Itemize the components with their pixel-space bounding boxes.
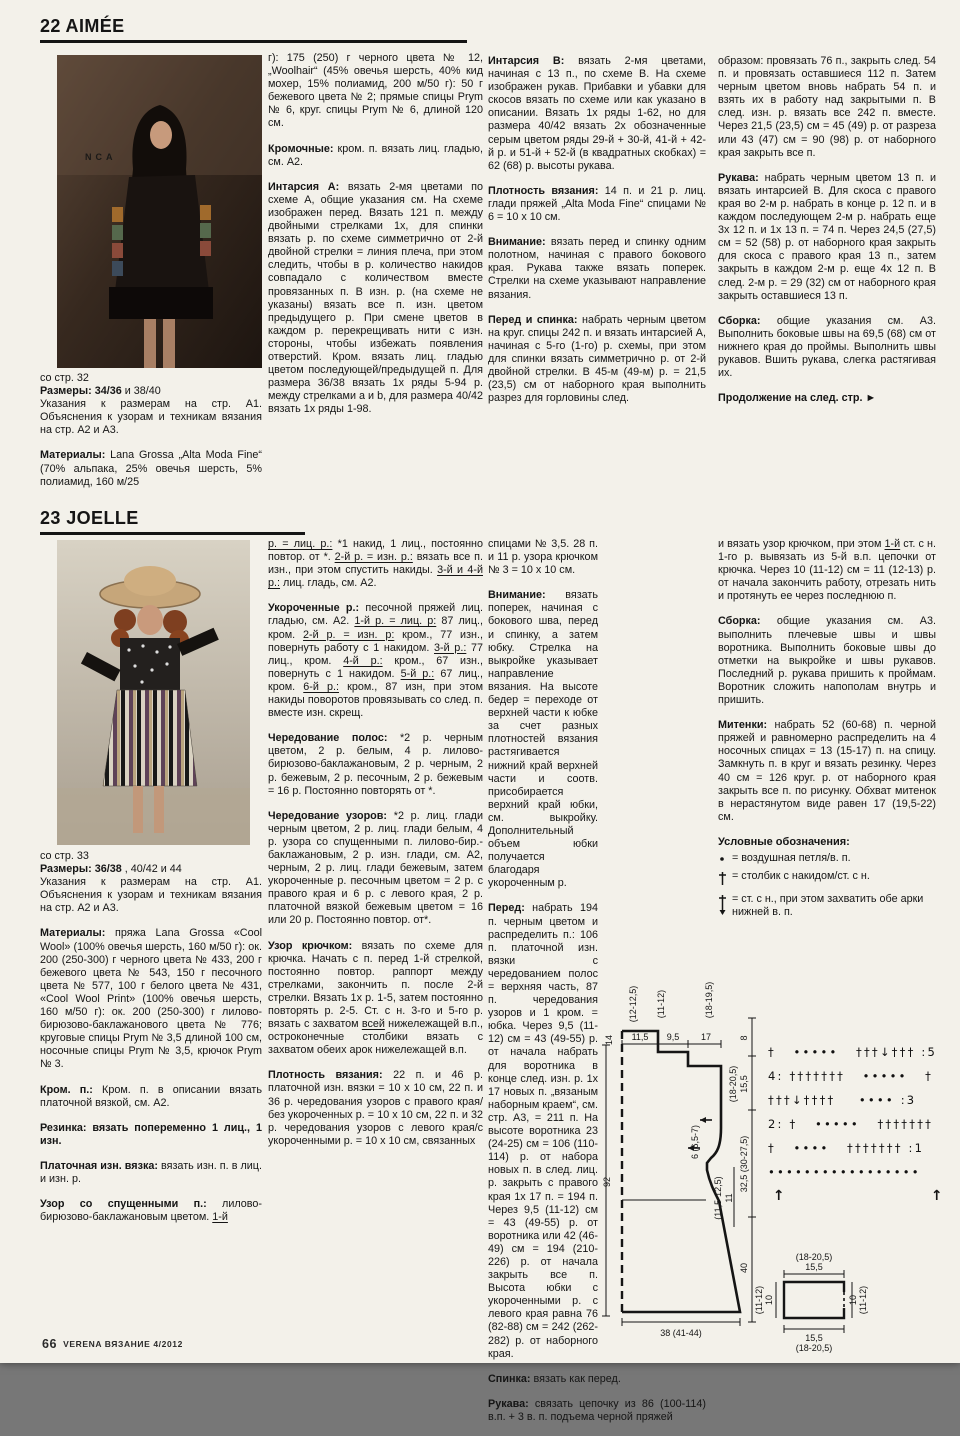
model-hair	[114, 609, 136, 631]
measurement-label: 92	[602, 1176, 612, 1188]
double-crochet-both-arcs-icon	[718, 893, 732, 920]
measurement-label: 8	[739, 1035, 749, 1041]
paragraph: Узор со спущенными п.: лилово-бирюзово-баклажановым цветом. 1-й	[40, 1198, 262, 1224]
knit-dress	[115, 175, 209, 291]
paragraph: Материалы: пряжа Lana Grossa «Cool Wool» (100% овечья шерсть, 160 м/50 г): ок. 200 (250-300) г черного цвета № 433, 200 г бежевого цвета № 543, 150 г песочного цвета № 577, 100 г белого цвета № 431, «Cool Wool Print» (100% овечья шерсть, 160 м/50 г): ок. 200 (250-300) г лилово-бирюзово-баклажанового цвета № 776; круговые спицы Prym № 3,5 длиной 100 см, носочные спицы Prym № 3,5, крючок Prym № 3.	[40, 927, 262, 1071]
paragraph: Интарсия А: вязать 2-мя цветами по схеме А, общие указания см. На схеме изображен перед. Вязать 121 п. между двойными стрелками 1х, для спинки вязать р. по схеме симметрично от 2-й двойной стрелки = линия плеча, при этом следить, чтобы в р. количество накидов совпадало с количеством вместе провязанных п. В изн. р. (на схеме не указаны) вязать все п. изн. цветом предыдущего р. При смене цветов в каждом р. перекрещивать нити с изн. стороны, чтобы избежать появления отверстий. Кром. вязать лиц. гладью цветом последующей/предыдущей п. Для размера 36/38 вязать 1х ряды 5-94 р. между стрелками а и b, для размера 40/42 вязать 1х ряды 1-98.	[268, 180, 483, 416]
aimee-column-3	[488, 55, 706, 417]
measurement-label: (11-12)	[754, 1285, 764, 1315]
paragraph: Кромочные: кром. п. вязать лиц. гладью, см. А2.	[268, 142, 484, 168]
paragraph: Платочная изн. вязка: вязать изн. п. в лиц. и изн. р.	[40, 1159, 262, 1185]
stripe-accent	[112, 243, 123, 258]
stripe-accent	[112, 207, 123, 222]
measurement-label: 17	[700, 1032, 712, 1042]
double-crochet-icon	[718, 870, 732, 890]
paragraph: Чередование полос: *2 р. черным цветом, 2 р. белым, 4 р. лилово-бирюзово-баклажановым, 2 р. черным, 2 р. бежевым, 2 р. песочным, 2 р. бежевым = 16 р. Постоянно повторять от *.	[268, 732, 483, 797]
stripe-accent	[200, 205, 211, 220]
floor	[57, 788, 250, 845]
measurement-label: 15,5	[805, 1262, 823, 1272]
measurement-label: 10	[848, 1294, 858, 1306]
paragraph: Указания к размерам на стр. А1. Объяснения к узорам и техникам вязания на стр. А2 и А3.	[40, 398, 262, 437]
chart-row: 4: ††††††† ••••• †	[768, 1069, 934, 1083]
paragraph: образом: провязать 76 п., закрыть след. 54 п. и провязать оставшиеся 112 п. Затем черным цветом вновь набрать 54 п. и взять их в работу над закрытыми п. В след. изн. р. вязать все 242 п. вместе. Через 21,5 (23,5) см = 45 (49) р. от разреза или 43 (47) см = 90 (98) р. от наборного края закрыть все п.	[718, 55, 936, 159]
paragraph: Материалы: Lana Grossa „Alta Moda Fine“ (70% альпака, 25% овечья шерсть, 5% полиамид, 160 м/25	[40, 449, 263, 488]
model-face	[137, 605, 163, 635]
paragraph: Рукава: связать цепочку из 86 (100-114) в.п. + 3 в. п. подъема черной пряжей	[488, 1397, 706, 1423]
measurement-label: 15,5	[805, 1333, 823, 1343]
chart-row: •••••••••••••••••	[768, 1165, 921, 1179]
photo-aimee-illustration	[57, 55, 262, 368]
paragraph: Узор крючком: вязать по схеме для крючка. Начать с п. перед 1-й стрелкой, постоянно повтор. раппорт между стрелками, закончить п. после 2-й стрелки. Вязать 1х р. 1-5, затем постоянно повторять р. 2-5. Ст. с н. 3-го и 5-го р. вязать с захватом всей нижележащей в.п., остроконечные столбики вязать с захватом обеих арок нижележащей в.п.	[268, 939, 483, 1057]
aimee-column-4	[718, 55, 936, 417]
paragraph: Указания к размерам на стр. А1. Объяснения к узорам и техникам вязания на стр. А2 и А3.	[40, 876, 262, 915]
chart-row: †††↓†††† •••• :3	[768, 1093, 917, 1107]
section-title-joelle: 23 JOELLE	[40, 508, 305, 535]
measurement-label: (18-20,5)	[795, 1252, 833, 1262]
photo-aimee-model	[57, 55, 262, 368]
page-footer	[42, 1337, 183, 1351]
paragraph: Размеры: 36/38 , 40/42 и 44	[40, 863, 182, 876]
measurement-label: 6 (6,5-7)	[690, 1124, 700, 1160]
measurement-label: (12-12,5)	[628, 985, 638, 1023]
chart-row: 2: † ••••• †††††††	[768, 1117, 934, 1131]
photo-joelle-illustration	[57, 540, 250, 845]
legend-item	[718, 893, 936, 920]
issue-label: VERENA ВЯЗАНИЕ 4/2012	[63, 1339, 183, 1349]
measurement-label: 11	[724, 1193, 734, 1203]
stripe-accent	[200, 223, 211, 238]
paragraph: и вязать узор крючком, при этом 1-й ст. с н. 1-го р. вывязать из 5-й в.п. цепочки от крючка. Через 10 (11-12) см = 11 (12-13) р. от начала закончить работу, отрезать нить и протянуть ее через последнюю п.	[718, 538, 936, 603]
legend-item	[718, 870, 936, 890]
joelle-column-2	[268, 538, 483, 1160]
stripe-accent	[112, 225, 123, 240]
legend-title: Условные обозначения:	[718, 835, 850, 848]
measurement-label: 14	[604, 1034, 614, 1046]
chain-stitch-icon	[718, 852, 732, 867]
measurement-label: 38 (41-44)	[660, 1328, 702, 1338]
measurement-label: (11-12)	[858, 1285, 868, 1315]
measurement-label: 32,5 (30-27,5)	[739, 1135, 749, 1193]
section-title-aimee: 22 AIMÉE	[40, 16, 467, 43]
paragraph: Продолжение на след. стр. ►	[718, 392, 877, 405]
measurement-label: (18-20,5)	[795, 1343, 833, 1353]
aimee-column-2	[268, 52, 483, 428]
paragraph: Перед и спинка: набрать черным цветом на круг. спицы 242 п. и вязать интарсией А, начиная с 5-го (1-го) р. схемы, при этом для спинки вязать симметрично р. от 2-й двойной стрелки. В 45-м (49-м) р. = 21,5 (23,5) см от наборного края выполнить разрез для горловины след.	[488, 313, 706, 405]
stripe-accent	[200, 241, 211, 256]
legend-text: = столбик с накидом/ст. с н.	[732, 869, 870, 882]
photo-joelle-model	[57, 540, 250, 845]
page-number: 66	[42, 1337, 58, 1351]
paragraph: р. = лиц. р.: *1 накид, 1 лиц., постоянно повтор. от *. 2-й р. = изн. р.: вязать все п. изн., при этом спустить накиды. 3-й и 4-й р.: лиц. гладь, см. А2.	[268, 538, 483, 590]
measurement-label: (18-20,5)	[728, 1065, 738, 1103]
model-hair	[163, 610, 187, 634]
model-leg	[144, 319, 156, 368]
paragraph: Внимание: вязать поперек, начиная с бокового шва, перед и спинку, а затем юбку. Стрелка на выкройке указывает направление вязания. На высоте бедер = переходе от верхней части к юбке за счет разных плотностей вязания растягивается нижний край верхней части и соотв. присобирается верхний край юбки, см. выкройку. Дополнительный объем юбки получается благодаря укороченным р.	[488, 589, 598, 890]
paragraph: Перед: набрать 194 п. черным цветом и распределить п.: 106 п. платочной изн. вязки с чередованием полос = верхняя часть, 87 п. чередования узоров и 1 кром. = юбка. Через 9,5 (11-12) см = 43 (49-55) р. от начала набрать для воротника в конце след. изн. р. 1х 17 новых п. „вязаным наборным краем“, см. стр. А3, = 211 п. На высоте воротника 23 (24-25) см = 106 (110-114) р. от набора новых п. в след. лиц. р. закрыть с правого края 1х 17 п. = 194 п. Через 9,5 (11-12) см = 43 (49-55) р. от воротника или 42 (46-49) см = 194 (210-226) р. от начала закрыть все п. Высота юбки с укороченными р. с левого края равна 76 (82-88) см = 242 (262-282) р. от наборного края.	[488, 902, 598, 1360]
stripe-accent	[112, 261, 123, 276]
measurement-label: (11,5-12,5)	[713, 1176, 723, 1220]
paragraph: со стр. 33	[40, 850, 89, 862]
model-leg	[133, 786, 143, 833]
crochet-chart-rows	[768, 1040, 940, 1184]
legend-item	[718, 852, 936, 867]
paragraph: со стр. 32	[40, 372, 89, 384]
mitten-outline	[784, 1282, 844, 1318]
paragraph: Плотность вязания: 14 п. и 21 р. лиц. глади пряжей „Alta Moda Fine“ спицами № 6 = 10 х 10 см.	[488, 184, 706, 224]
sign-text: NCA	[85, 152, 117, 162]
paragraph: Чередование узоров: *2 р. лиц. глади черным цветом, 2 р. лиц. глади белым, 4 р. узора со спущенными п. лилово-бир.-баклажановым, 2 р. изн. глади, см. А2, черным, 2 р. лиц. глади бежевым, затем укороченные р. песочным цветом = 2 р. с правого края и 6 р. с левого края, 2 р. платочной вязкой бежевым цветом = 16 или 20 р. Постоянно повтор. от*.	[268, 809, 484, 927]
striped-skirt	[103, 690, 197, 786]
model-leg	[154, 786, 164, 833]
model-leg	[163, 319, 175, 368]
measurement-label: (11-12)	[656, 989, 666, 1019]
paragraph: спицами № 3,5. 28 п. и 11 р. узора крючком № 3 = 10 х 10 см.	[488, 538, 598, 577]
chart-row: † •••• ††††††† :1	[768, 1141, 925, 1155]
legend-text: = воздушная петля/в. п.	[732, 851, 851, 864]
crochet-chart	[768, 1040, 943, 1204]
paragraph: Рукава: набрать черным цветом 13 п. и вязать интарсией В. Для скоса с правого края во 2-м р. набрать в конце р. 12 п. и в каждом последующем 2-м р. набрать еще 3х 12 п. и 1х 13 п. = 74 п. Через 24,5 (27,5) см = 52 (58) р. от наборного края закрыть для скоса с правого края 13 п., затем закрыть в каждом 2-м р. еще 4х 12 п. В след. 2-м р. = 29 (32) см от наборного края закрыть оставшиеся 13 п.	[718, 171, 936, 302]
paragraph: Сборка: общие указания см. А3. Выполнить боковые швы на 69,5 (68) см от нижнего края до проймы. Выполнить швы рукавов. Вшить рукава, слегка растягивая их.	[718, 314, 936, 380]
paragraph: Интарсия В: вязать 2-мя цветами, начиная с 13 п., по схеме В. На схеме изображен рукав. Прибавки и убавки для скосов вязать по схеме или как указано в описании. Вязать 1х ряды 1-62, но для размера 40/42 вязать 2х обозначенные серым цветом ряды 29-й + 30-й, 41-й + 42-й р. и 51-й + 52-й (в квадратных скобках) = 62 (68) р. высоты рукава.	[488, 55, 706, 172]
joelle-info-column	[40, 850, 262, 1236]
paragraph: Митенки: набрать 52 (60-68) п. черной пряжей и равномерно распределить на 4 носочных спицах = 13 (15-17) п. на спицу. Замкнуть п. в круг и вязать резинку. Через 40 см = 126 круг. р. от наборного края закрыть все п. по рисунку. Обхват митенок в нерастянутом виде равен 17 (19,5-22) см.	[718, 719, 936, 823]
measurement-label: 40	[739, 1262, 749, 1274]
paragraph: Укороченные р.: песочной пряжей лиц. гладью, см. А2. 1-й р. = лиц. р: 87 лиц., кром. 2-й р. = изн. р: кром., 77 изн., повернуть работу с 1 накидом. 3-й р.: 77 лиц., кром. 4-й р.: кром., 67 изн., повернуть с 1 накидом. 5-й р.: 67 лиц., кром. 6-й р.: кром., 87 изн, при этом накиды поворотов провязывать со след. п. вместе изн. скрещ.	[268, 602, 484, 720]
paragraph: Спинка: вязать как перед.	[488, 1372, 621, 1385]
seam-mark-arrow	[700, 1117, 706, 1123]
aimee-info-column	[40, 372, 262, 501]
measurement-label: 11,5	[631, 1032, 649, 1042]
measurement-label: 15,5	[739, 1075, 749, 1093]
paragraph: Резинка: вязать попеременно 1 лиц., 1 изн.	[40, 1121, 262, 1147]
hat-crown	[124, 566, 176, 596]
paragraph: Сборка: общие указания см. А3. выполнить плечевые швы и швы воротника. Выполнить боковые швы до отметки на выкройке и швы рукавов. Последний р. рукава пришить к проймам. Воротник сложить напополам внутрь и пришить.	[718, 615, 936, 707]
symbols-legend	[718, 836, 936, 920]
paragraph: Размеры: 34/36 и 38/40	[40, 385, 161, 398]
garment-outline	[622, 1031, 740, 1312]
measurement-label: 10	[764, 1294, 774, 1306]
dress-fringe	[109, 287, 213, 319]
chart-row: † ••••• †††↓††† :5	[768, 1045, 937, 1059]
chart-direction-arrows: ↑ ↑	[768, 1188, 943, 1204]
measurement-label: (18-19,5)	[704, 981, 714, 1019]
paragraph: г): 175 (250) г черного цвета № 12, „Woolhair“ (45% овечья шерсть, 40% кид мохер, 15% полиамид, 200 м/50 г): 50 г бежевого цвета № 2; прямые спицы Prym № 6, круг. спицы Prym № 6, длиной 120 см.	[268, 52, 483, 130]
model-face	[150, 121, 172, 149]
paragraph: Внимание: вязать перед и спинку одним полотном, начиная с правого бокового края. Рукава также вязать поперек. Стрелки на схеме указывают направление вязания.	[488, 236, 706, 301]
paragraph: Плотность вязания: 22 п. и 46 р. платочной изн. вязки = 10 х 10 см, 22 п. и 36 р. чередования узоров с правого края/без укороченных р. = 10 х 10 см, 22 п. и 32 р. чередования узоров с левого края/с укороченными р. = 10 х 10 см, связанных	[268, 1069, 483, 1147]
joelle-column-4-paragraphs	[718, 538, 936, 824]
legend-text: = ст. с н., при этом захватить обе арки нижней в. п.	[732, 892, 924, 918]
paragraph: Кром. п.: Кром. п. в описании вязать платочной вязкой, см. А2.	[40, 1083, 262, 1109]
measurement-label: 9,5	[666, 1032, 680, 1042]
joelle-column-4	[718, 538, 936, 923]
